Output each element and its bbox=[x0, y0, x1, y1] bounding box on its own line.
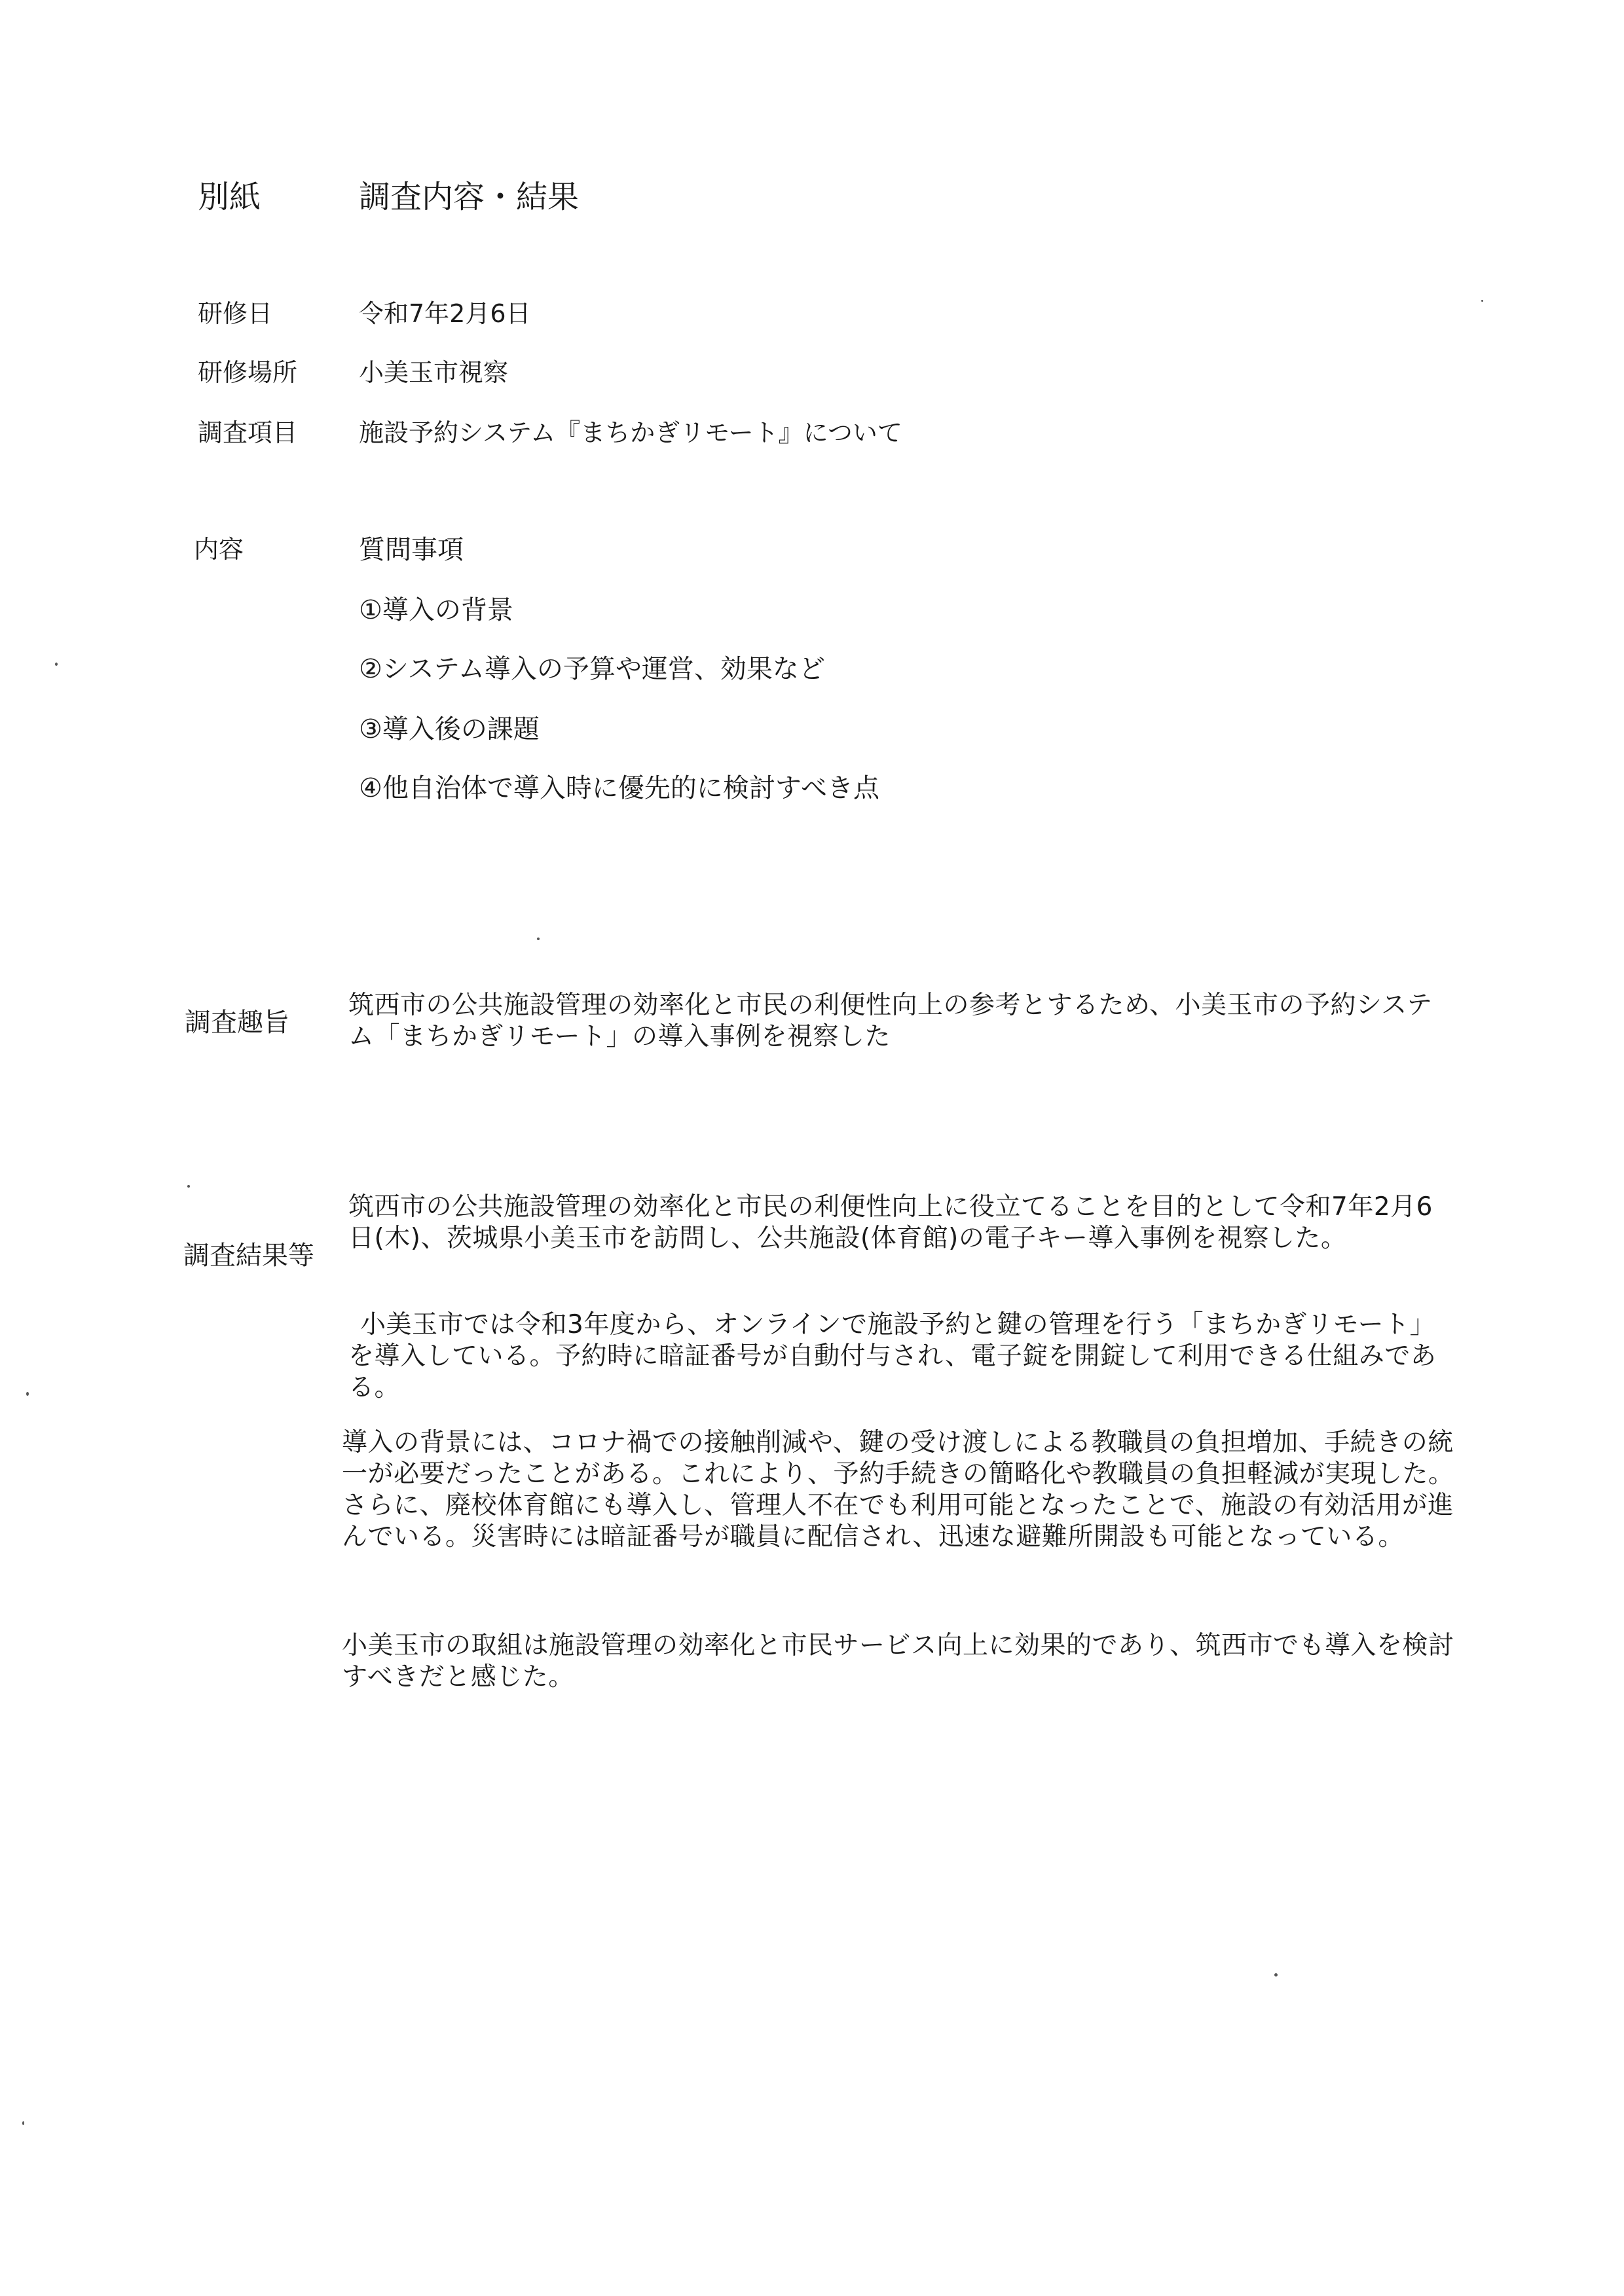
question-item: ①導入の背景 bbox=[359, 595, 513, 625]
question-item: ③導入後の課題 bbox=[359, 714, 540, 744]
attachment-label: 別紙 bbox=[198, 179, 261, 215]
purpose-label: 調査趣旨 bbox=[185, 1008, 289, 1038]
scan-speck bbox=[22, 2121, 24, 2125]
meta-value-date: 令和7年2月6日 bbox=[359, 299, 531, 328]
results-paragraph-4: 小美玉市の取組は施設管理の効率化と市民サービス向上に効果的であり、筑西市でも導入を検討すべきだと感じた。 bbox=[342, 1631, 1454, 1692]
meta-label-date: 研修日 bbox=[198, 299, 273, 328]
scan-speck bbox=[537, 938, 540, 940]
scan-speck bbox=[1481, 300, 1483, 302]
contents-label: 内容 bbox=[194, 535, 244, 564]
results-label: 調査結果等 bbox=[183, 1241, 314, 1271]
contents-heading: 質問事項 bbox=[359, 535, 464, 565]
results-paragraph-3: 導入の背景には、コロナ禍での接触削減や、鍵の受け渡しによる教職員の負担増加、手続きの統一が必要だったことがある。これにより、予約手続きの簡略化や教職員の負担軽減が実現した。さらに、廃校体育館にも導入し、管理人不在でも利用可能となったことで、施設の有効活用が進んでいる。災害時には暗証番号が職員に配信され、迅速な避難所開設も可能となっている。 bbox=[342, 1428, 1454, 1552]
header-row bbox=[198, 172, 261, 217]
purpose-text: 筑西市の公共施設管理の効率化と市民の利便性向上の参考とするため、小美玉市の予約システム「まちかぎリモート」の導入事例を視察した bbox=[348, 991, 1433, 1051]
results-paragraph-1: 筑西市の公共施設管理の効率化と市民の利便性向上に役立てることを目的として令和7年2月6日(木)、茨城県小美玉市を訪問し、公共施設(体育館)の電子キー導入事例を視察した。 bbox=[348, 1192, 1433, 1253]
page-title: 調査内容・結果 bbox=[359, 179, 580, 215]
scan-speck bbox=[26, 1392, 29, 1396]
scan-speck bbox=[1274, 1973, 1278, 1977]
question-item: ④他自治体で導入時に優先的に検討すべき点 bbox=[359, 773, 880, 803]
meta-label-topic: 調査項目 bbox=[198, 418, 298, 447]
scan-speck bbox=[187, 1185, 190, 1188]
results-paragraph-2: 小美玉市では令和3年度から、オンラインで施設予約と鍵の管理を行う「まちかぎリモート」を導入している。予約時に暗証番号が自動付与され、電子錠を開錠して利用できる仕組みである。 bbox=[348, 1310, 1437, 1402]
meta-value-topic: 施設予約システム『まちかぎリモート』について bbox=[359, 418, 902, 447]
header-title-row bbox=[359, 172, 579, 217]
meta-label-place: 研修場所 bbox=[198, 358, 298, 387]
scan-speck bbox=[55, 663, 58, 666]
meta-value-place: 小美玉市視察 bbox=[359, 358, 509, 387]
question-item: ②システム導入の予算や運営、効果など bbox=[359, 654, 825, 684]
